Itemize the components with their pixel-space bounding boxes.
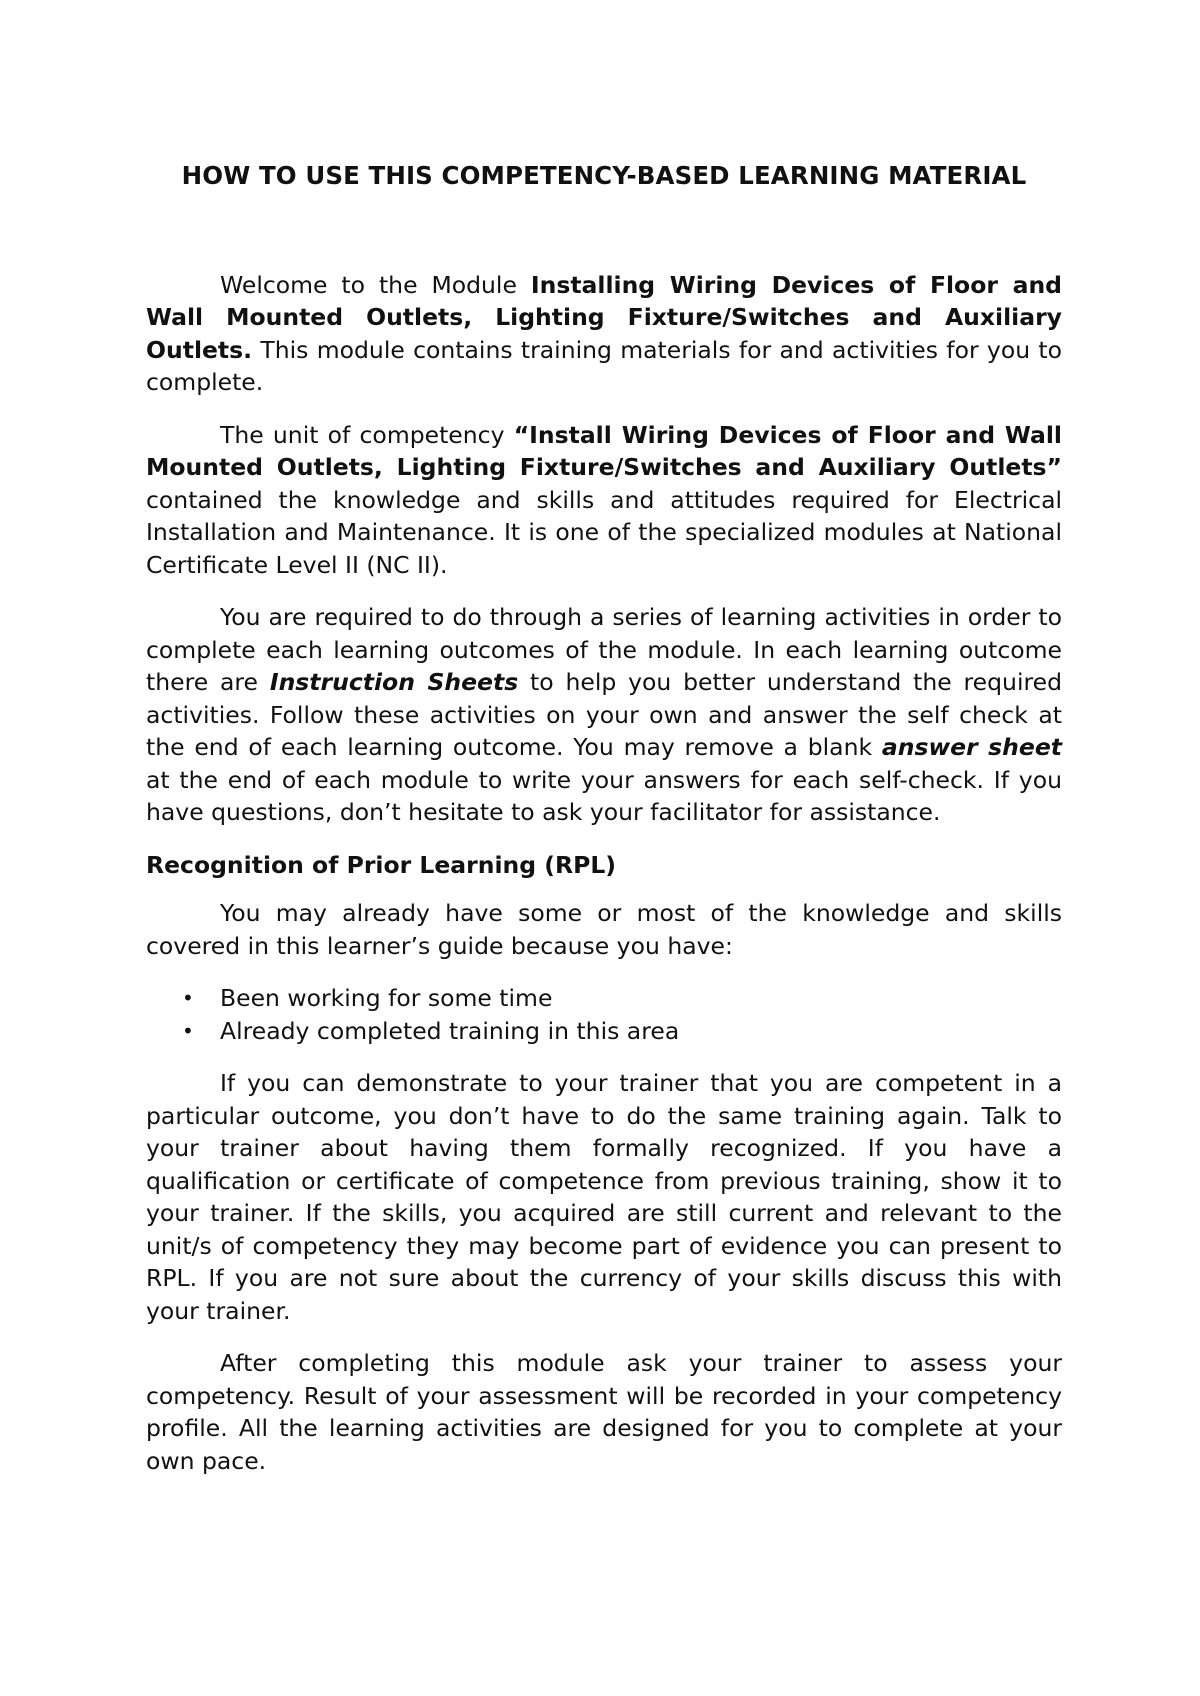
unit-name-bold: “Install Wiring Devices of Floor and Wall Mounted Outlets, Lighting Fixture/Switches and Auxiliary Outlets” bbox=[146, 420, 1062, 481]
activities-text-end: at the end of each module to write your answers for each self-check. If you have questions, don’t hesitate to ask your facilitator for assistance. bbox=[146, 765, 1062, 826]
page-title: HOW TO USE THIS COMPETENCY-BASED LEARNING MATERIAL bbox=[181, 161, 1027, 190]
welcome-text: Welcome to the Module bbox=[220, 270, 531, 299]
demonstrate-paragraph: If you can demonstrate to your trainer that you are competent in a particular outcome, you don’t have to do the same training again. Talk to your trainer about having them formally recognized. If you have a qualification or certificate of competence from previous training, show it to your trainer. If the skills, you acquired are still current and relevant to the unit/s of competency they may become part of evidence you can present to RPL. If you are not sure about the currency of your skills discuss this with your trainer. bbox=[146, 1069, 1062, 1325]
list-item bbox=[146, 1015, 1062, 1048]
after-completing-paragraph: After completing this module ask your trainer to assess your competency. Result of your assessment will be recorded in your competency profile. All the learning activities are designed for you to complete at your own pace. bbox=[146, 1349, 1062, 1475]
bullet-icon: • bbox=[182, 1018, 194, 1043]
activities-text: You are required to do through a series of learning activities in order to complete each learning outcomes of the module. In each learning outcome there are bbox=[146, 603, 1062, 696]
rpl-intro-paragraph: You may already have some or most of the knowledge and skills covered in this learner’s guide because you have: bbox=[146, 899, 1062, 960]
welcome-paragraph bbox=[146, 269, 1062, 399]
activities-text-mid: to help you better understand the required activities. Follow these activities on your own and answer the self check at the end of each learning outcome. You may remove a blank bbox=[146, 668, 1063, 761]
activities-paragraph bbox=[146, 601, 1062, 829]
list-item-text: Been working for some time bbox=[220, 984, 553, 1012]
answer-sheet-emphasis: answer sheet bbox=[881, 733, 1063, 761]
unit-text-end: contained the knowledge and skills and attitudes required for Electrical Installation and Maintenance. It is one of the specialized modules at National Certificate Level II (NC II). bbox=[146, 485, 1062, 579]
module-name-bold: Installing Wiring Devices of Floor and Wall Mounted Outlets, Lighting Fixture/Switches and Auxiliary Outlets. bbox=[146, 270, 1062, 364]
list-item-text: Already completed training in this area bbox=[220, 1016, 680, 1045]
document-page bbox=[146, 160, 1062, 1497]
rpl-bullet-list bbox=[146, 982, 1062, 1047]
list-item bbox=[146, 982, 1062, 1015]
rpl-heading: Recognition of Prior Learning (RPL) bbox=[146, 850, 617, 879]
instruction-sheets-emphasis: Instruction Sheets bbox=[269, 668, 519, 696]
unit-text: The unit of competency bbox=[220, 420, 514, 449]
unit-paragraph bbox=[146, 419, 1062, 582]
bullet-icon: • bbox=[182, 986, 194, 1010]
welcome-text-end: This module contains training materials for and activities for you to complete. bbox=[146, 335, 1062, 396]
